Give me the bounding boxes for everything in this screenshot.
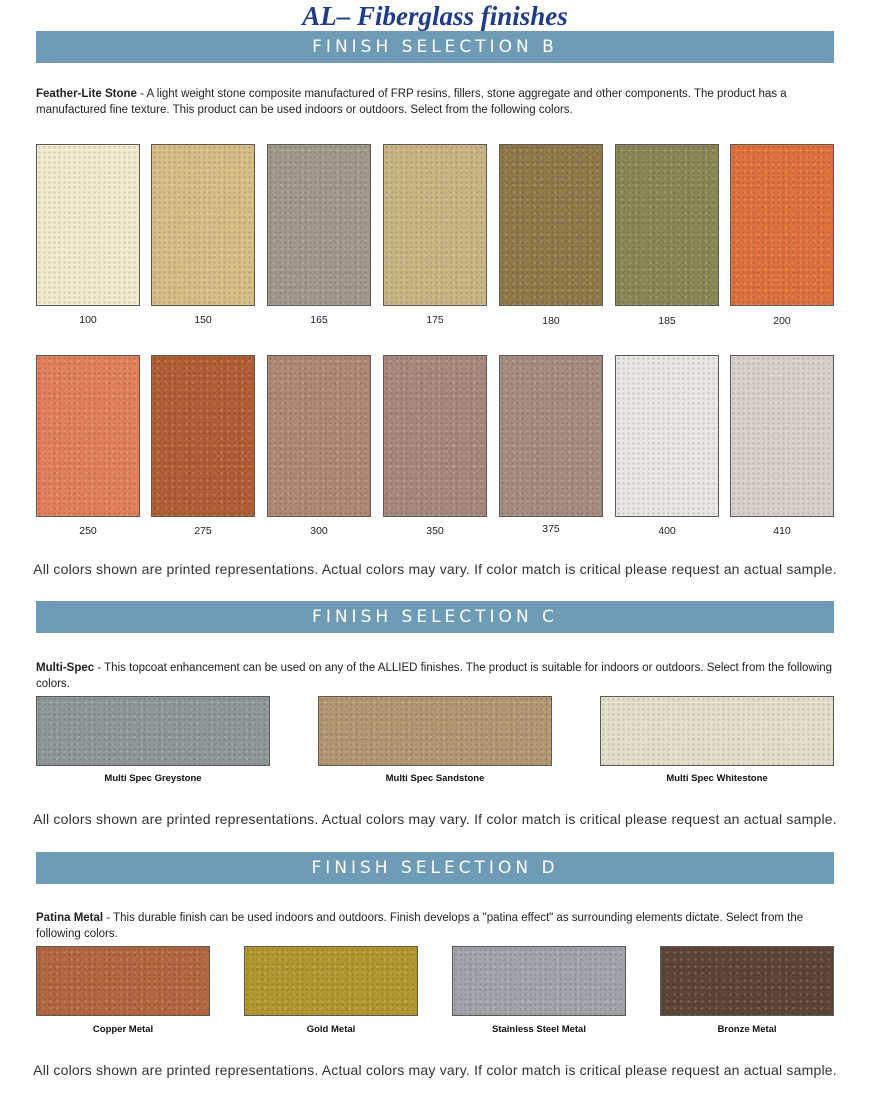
swatch-400[interactable] <box>615 355 719 517</box>
swatch-code: 150 <box>194 314 212 326</box>
swatch-350[interactable] <box>383 355 487 517</box>
section-b-description <box>36 86 836 118</box>
section-d-lead: Patina Metal <box>36 912 104 924</box>
swatch-175[interactable] <box>383 144 487 306</box>
swatch-copper-metal[interactable] <box>36 946 210 1016</box>
swatch-code: 165 <box>310 314 328 326</box>
swatch-stainless-steel-metal[interactable] <box>452 946 626 1016</box>
section-d-text: - This durable finish can be used indoors and outdoors. Finish develops a "patina effect" as surrounding elements dictate. Select from the following colors. <box>36 912 804 940</box>
swatch-gold-metal[interactable] <box>244 946 418 1016</box>
swatch-multi-spec-whitestone[interactable] <box>600 696 834 766</box>
swatch-name: Multi Spec Whitestone <box>666 773 768 784</box>
swatch-code: 400 <box>658 525 676 537</box>
swatch-code: 175 <box>426 314 444 326</box>
section-c-header: FINISH SELECTION C <box>36 601 834 633</box>
swatch-multi-spec-greystone[interactable] <box>36 696 270 766</box>
swatch-code: 185 <box>658 315 676 327</box>
swatch-200[interactable] <box>730 144 834 306</box>
swatch-name: Gold Metal <box>306 1024 356 1035</box>
swatch-code: 100 <box>79 314 97 326</box>
swatch-name: Multi Spec Greystone <box>104 773 202 784</box>
swatch-code: 375 <box>542 523 560 535</box>
swatch-name: Bronze Metal <box>717 1024 777 1035</box>
disclaimer-note: All colors shown are printed representations. Actual colors may vary. If color match is critical please request an actual sample. <box>33 561 837 577</box>
swatch-250[interactable] <box>36 355 140 517</box>
disclaimer-note: All colors shown are printed representations. Actual colors may vary. If color match is critical please request an actual sample. <box>33 811 837 827</box>
swatch-185[interactable] <box>615 144 719 306</box>
swatch-code: 250 <box>79 525 97 537</box>
swatch-100[interactable] <box>36 144 140 306</box>
section-c-text: - This topcoat enhancement can be used on any of the ALLIED finishes. The product is suitable for indoors or outdoors. Select from the following colors. <box>36 662 833 690</box>
swatch-bronze-metal[interactable] <box>660 946 834 1016</box>
swatch-275[interactable] <box>151 355 255 517</box>
section-d-description <box>36 910 836 942</box>
swatch-code: 180 <box>542 315 560 327</box>
swatch-name: Stainless Steel Metal <box>492 1024 586 1035</box>
swatch-code: 350 <box>426 525 444 537</box>
swatch-name: Copper Metal <box>92 1024 154 1035</box>
swatch-180[interactable] <box>499 144 603 306</box>
swatch-150[interactable] <box>151 144 255 306</box>
swatch-300[interactable] <box>267 355 371 517</box>
swatch-code: 410 <box>773 525 791 537</box>
section-b-lead: Feather-Lite Stone <box>36 88 137 100</box>
swatch-multi-spec-sandstone[interactable] <box>318 696 552 766</box>
disclaimer-note: All colors shown are printed representations. Actual colors may vary. If color match is critical please request an actual sample. <box>33 1062 837 1078</box>
swatch-code: 275 <box>194 525 212 537</box>
page-title: AL– Fiberglass finishes <box>302 1 568 31</box>
section-b-header: FINISH SELECTION B <box>36 31 834 63</box>
swatch-410[interactable] <box>730 355 834 517</box>
swatch-name: Multi Spec Sandstone <box>385 773 485 784</box>
swatch-165[interactable] <box>267 144 371 306</box>
swatch-code: 300 <box>310 525 328 537</box>
swatch-375[interactable] <box>499 355 603 517</box>
swatch-code: 200 <box>773 315 791 327</box>
section-b-text: - A light weight stone composite manufactured of FRP resins, fillers, stone aggregate and other components. The product has a manufactured fine texture. This product can be used indoors or outdoors. Select from the following colors. <box>36 88 787 116</box>
section-c-lead: Multi-Spec <box>36 662 95 674</box>
section-d-header: FINISH SELECTION D <box>36 852 834 884</box>
section-c-description <box>36 660 836 692</box>
